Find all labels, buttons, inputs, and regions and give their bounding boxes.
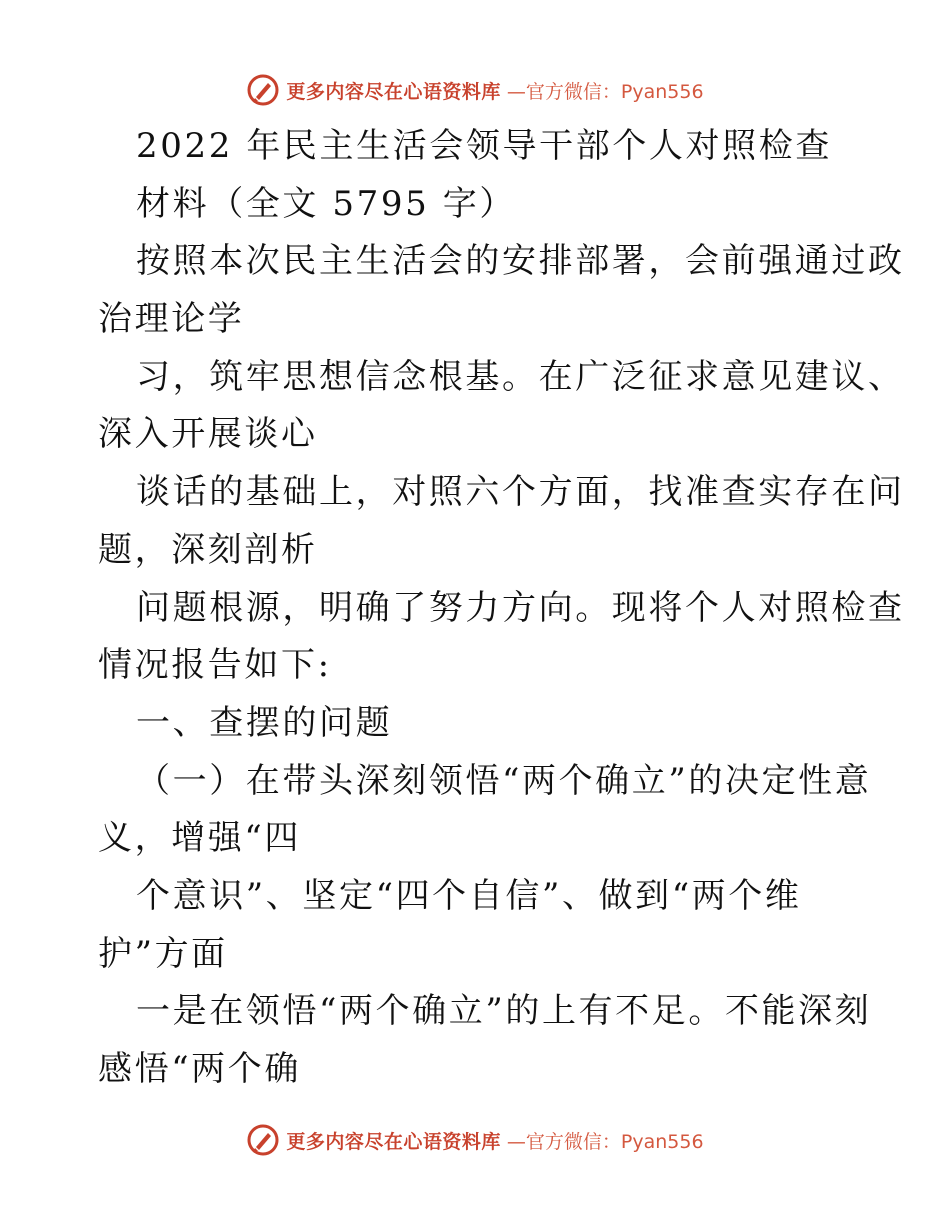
paragraph-line: 谈话的基础上，对照六个方面，找准查实存在问 [136, 472, 905, 513]
watermark-banner-top [0, 70, 950, 110]
watermark-content [246, 73, 703, 107]
paragraph-line: 一是在领悟“两个确立”的上有不足。不能深刻 [136, 991, 872, 1032]
pen-nib-circle-icon [246, 1123, 280, 1157]
section-heading: 一、查摆的问题 [136, 702, 393, 743]
watermark-sub-text: —官方微信：Pyan556 [506, 80, 704, 103]
watermark-main-text: 更多内容尽在心语资料库 [286, 1130, 501, 1153]
watermark-sub-text: —官方微信：Pyan556 [506, 1130, 704, 1153]
paragraph-line: 习，筑牢思想信念根基。在广泛征求意见建议、 [136, 356, 905, 397]
subsection-heading-line: 义，增强“四 [98, 818, 301, 859]
subsection-heading-line: （一）在带头深刻领悟“两个确立”的决定性意 [136, 760, 872, 801]
paragraph-line: 题，深刻剖析 [98, 529, 318, 570]
paragraph-line: 问题根源，明确了努力方向。现将个人对照检查 [136, 587, 905, 628]
paragraph-line: 感悟“两个确 [98, 1049, 301, 1089]
paragraph-line: 深入开展谈心 [98, 414, 318, 455]
subsection-heading-line: 护”方面 [98, 933, 228, 974]
paragraph-line: 情况报告如下: [98, 645, 332, 686]
title-line-2: 材料（全文 5795 字） [136, 183, 516, 224]
watermark-content [246, 1123, 703, 1157]
pen-nib-circle-icon [246, 73, 280, 107]
paragraph-line: 治理论学 [98, 299, 245, 340]
subsection-heading-line: 个意识”、坚定“四个自信”、做到“两个维 [136, 875, 802, 916]
document-body [98, 118, 905, 1099]
watermark-banner-bottom [0, 1120, 950, 1160]
paragraph-line: 按照本次民主生活会的安排部署，会前强通过政 [136, 241, 905, 282]
watermark-main-text: 更多内容尽在心语资料库 [286, 80, 501, 103]
title-line-1: 2022 年民主生活会领导干部个人对照检查 [136, 126, 832, 166]
